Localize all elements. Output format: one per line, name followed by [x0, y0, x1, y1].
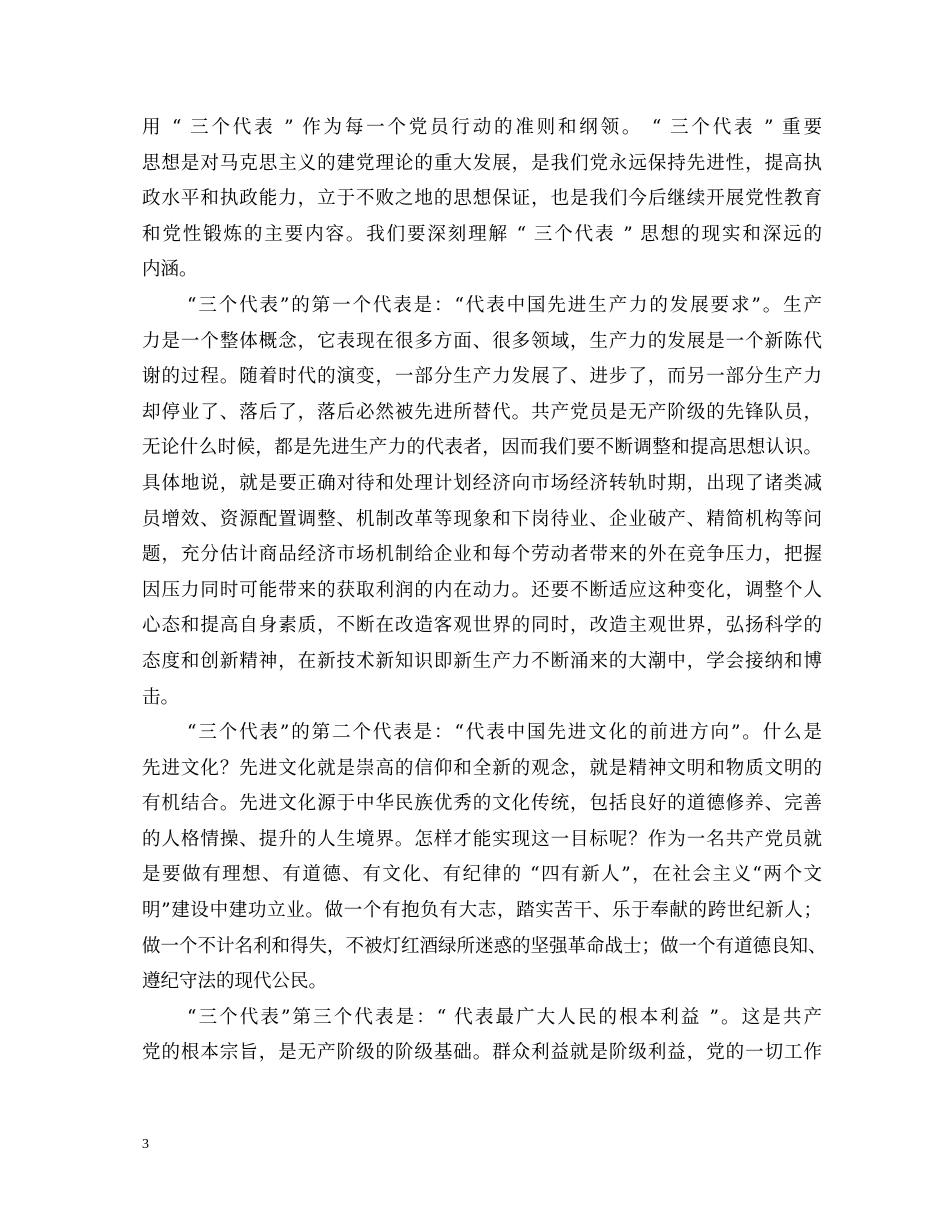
paragraph-first-line: “三个代表”的第一个代表是：“代表中国先进生产力的发展要求”。生产: [187, 294, 822, 316]
text-line: 党的根本宗旨，是无产阶级的阶级基础。群众利益就是阶级利益，党的一切工作: [142, 1042, 822, 1064]
text-line: 的人格情操、提升的人生境界。怎样才能实现这一目标呢？作为一名共产党员就: [142, 828, 822, 850]
text-line: 明”建设中建功立业。做一个有抱负有大志，踏实苦干、乐于奉献的跨世纪新人；: [142, 900, 822, 922]
text-line: 和党性锻炼的主要内容。我们要深刻理解 “ 三个代表 ” 思想的现实和深远的: [142, 223, 822, 245]
text-line: 题，充分估计商品经济市场机制给企业和每个劳动者带来的外在竞争压力，把握: [142, 544, 822, 566]
paragraph-first-line: “三个代表”第三个代表是：“ 代表最广大人民的根本利益 ”。这是共产: [187, 1006, 822, 1028]
body-text: [142, 110, 827, 1071]
text-line: 具体地说，就是要正确对待和处理计划经济向市场经济转轨时期，出现了诸类减: [142, 472, 822, 494]
text-line: 做一个不计名利和得失，不被灯红酒绿所迷惑的坚强革命战士；做一个有道德良知、: [142, 935, 827, 957]
text-line: 击。: [142, 686, 180, 708]
paragraph-first-line: “三个代表”的第二个代表是：“代表中国先进文化的前进方向”。什么是: [187, 722, 822, 744]
text-line: 先进文化？先进文化就是崇高的信仰和全新的观念，就是精神文明和物质文明的: [142, 757, 822, 779]
text-line: 内涵。: [142, 259, 198, 281]
text-line: 谢的过程。随着时代的演变，一部分生产力发展了、进步了，而另一部分生产力: [142, 366, 822, 388]
text-line: 力是一个整体概念，它表现在很多方面、很多领域，生产力的发展是一个新陈代: [142, 330, 822, 352]
text-line: 用 “ 三个代表 ” 作为每一个党员行动的准则和纲领。 “ 三个代表 ” 重要: [142, 117, 822, 138]
text-line: 思想是对马克思主义的建党理论的重大发展，是我们党永远保持先进性，提高执: [142, 152, 822, 174]
text-line: 无论什么时候，都是先进生产力的代表者，因而我们要不断调整和提高思想认识。: [142, 437, 822, 459]
text-line: 却停业了、落后了，落后必然被先进所替代。共产党员是无产阶级的先锋队员，: [142, 401, 822, 423]
text-line: 有机结合。先进文化源于中华民族优秀的文化传统，包括良好的道德修养、完善: [142, 793, 822, 815]
text-line: 遵纪守法的现代公民。: [142, 971, 328, 993]
text-line: 员增效、资源配置调整、机制改革等现象和下岗待业、企业破产、精简机构等问: [142, 508, 822, 530]
text-line: 心态和提高自身素质，不断在改造客观世界的同时，改造主观世界，弘扬科学的: [142, 615, 822, 637]
text-line: 政水平和执政能力，立于不败之地的思想保证，也是我们今后继续开展党性教育: [142, 188, 822, 210]
text-line: 因压力同时可能带来的获取利润的内在动力。还要不断适应这种变化，调整个人: [142, 579, 822, 601]
page-number: 3: [142, 1137, 149, 1152]
text-line: 态度和创新精神，在新技术新知识即新生产力不断涌来的大潮中，学会接纳和博: [142, 650, 822, 672]
text-line: 是要做有理想、有道德、有文化、有纪律的 “四有新人”，在社会主义“两个文: [142, 864, 822, 886]
